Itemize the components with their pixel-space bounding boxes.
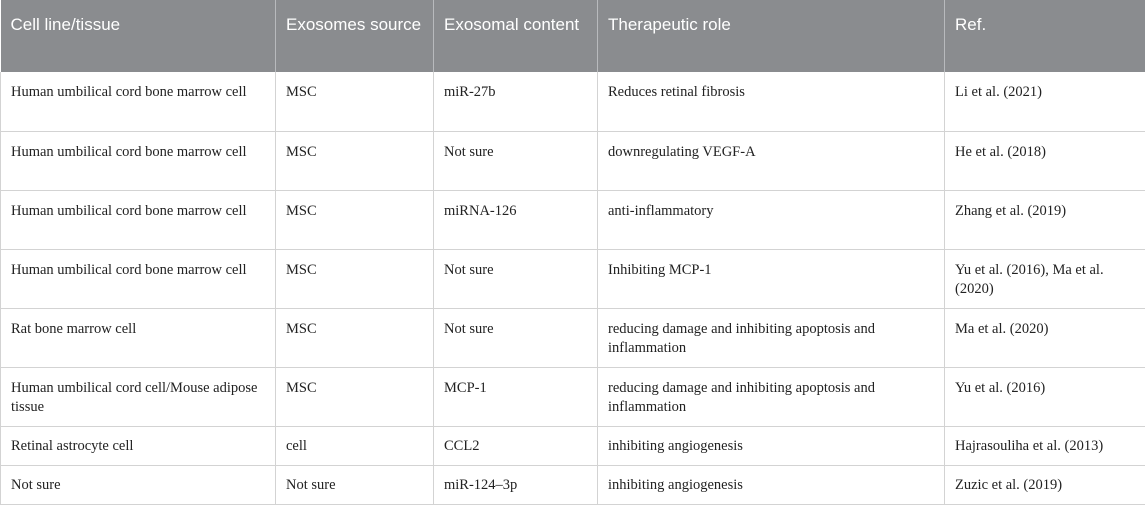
therapeutic-role: inhibiting angiogenesis [598, 426, 945, 465]
header-therapeutic-role: Therapeutic role [598, 0, 945, 72]
exosomal-content: Not sure [434, 131, 598, 190]
exosomal-content: Not sure [434, 308, 598, 367]
exosomes-source: cell [276, 426, 434, 465]
reference: Zuzic et al. (2019) [945, 465, 1145, 504]
table-row [1, 465, 1145, 504]
header-cell-line-tissue: Cell line/tissue [1, 0, 276, 72]
therapeutic-role: reducing damage and inhibiting apoptosis and inflammation [598, 367, 945, 426]
table-row [1, 131, 1145, 190]
table-header [1, 0, 1145, 72]
table-row [1, 308, 1145, 367]
reference: Yu et al. (2016), Ma et al. (2020) [945, 249, 1145, 308]
table-row [1, 249, 1145, 308]
table-body [1, 72, 1145, 504]
therapeutic-role: anti-inflammatory [598, 190, 945, 249]
cell-line-tissue: Human umbilical cord bone marrow cell [1, 249, 276, 308]
exosomal-content: Not sure [434, 249, 598, 308]
header-exosomal-content: Exosomal content [434, 0, 598, 72]
cell-line-tissue: Human umbilical cord cell/Mouse adipose tissue [1, 367, 276, 426]
reference: Hajrasouliha et al. (2013) [945, 426, 1145, 465]
exosomes-source: MSC [276, 72, 434, 131]
therapeutic-role: downregulating VEGF-A [598, 131, 945, 190]
header-ref: Ref. [945, 0, 1145, 72]
cell-line-tissue: Human umbilical cord bone marrow cell [1, 131, 276, 190]
therapeutic-role: Inhibiting MCP-1 [598, 249, 945, 308]
reference: Yu et al. (2016) [945, 367, 1145, 426]
exosomes-source: MSC [276, 131, 434, 190]
therapeutic-role: inhibiting angiogenesis [598, 465, 945, 504]
table-row [1, 190, 1145, 249]
cell-line-tissue: Human umbilical cord bone marrow cell [1, 190, 276, 249]
table-row [1, 72, 1145, 131]
exosomal-content: MCP-1 [434, 367, 598, 426]
exosomal-content: CCL2 [434, 426, 598, 465]
exosomal-content: miR-124–3p [434, 465, 598, 504]
therapeutic-role: Reduces retinal fibrosis [598, 72, 945, 131]
header-exosomes-source: Exosomes source [276, 0, 434, 72]
cell-line-tissue: Human umbilical cord bone marrow cell [1, 72, 276, 131]
table-row [1, 367, 1145, 426]
exosomes-source: MSC [276, 190, 434, 249]
reference: Zhang et al. (2019) [945, 190, 1145, 249]
reference: He et al. (2018) [945, 131, 1145, 190]
exosomes-source: MSC [276, 308, 434, 367]
cell-line-tissue: Retinal astrocyte cell [1, 426, 276, 465]
therapeutic-role: reducing damage and inhibiting apoptosis and inflammation [598, 308, 945, 367]
exosomes-source: MSC [276, 249, 434, 308]
reference: Ma et al. (2020) [945, 308, 1145, 367]
exosomes-source: Not sure [276, 465, 434, 504]
table-row [1, 426, 1145, 465]
reference: Li et al. (2021) [945, 72, 1145, 131]
cell-line-tissue: Not sure [1, 465, 276, 504]
exosomal-content: miR-27b [434, 72, 598, 131]
exosomes-source: MSC [276, 367, 434, 426]
header-row [1, 0, 1145, 72]
exosomal-content: miRNA-126 [434, 190, 598, 249]
cell-line-tissue: Rat bone marrow cell [1, 308, 276, 367]
